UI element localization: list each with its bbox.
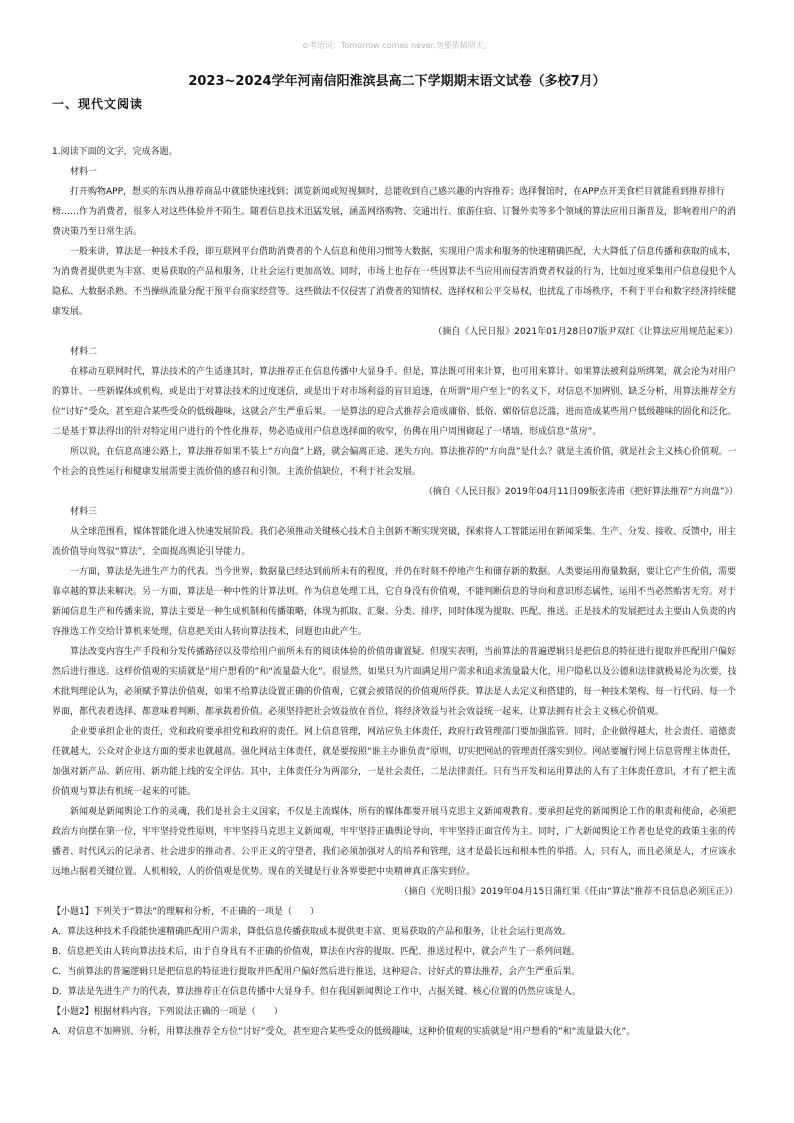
material-1-source: （摘自《人民日报》2021年01月28日07版尹双红《让算法应用规范起来》） bbox=[433, 327, 738, 337]
material-1-paragraph: 一般来讲，算法是一种技术手段，即互联网平台借助消费者的个人信息和使用习惯等大数据，实现用户需求和服务的快速精确匹配，大大降低了信息传播和获取的成本，为消费者提供更为丰富、更易获取的产品和服务，让社会运行更加高效。同时，市场上也存在一些因算法不当应用而侵害消费者权益的行为，比如过度采集用户信息侵犯个人隐私、大数据杀熟、不当操纵流量分配干预平台商家经营等。这些做法不仅侵害了消费者的知情权、选择权和公平交易权，也扰乱了市场秩序，不利于平台和数字经济持续健康发展。 bbox=[52, 247, 737, 317]
question-1-option-a: A．算法这种技术手段能快速精确匹配用户需求，降低信息传播获取成本提供更丰富、更易获取的产品和服务，让社会运行更高效。 bbox=[52, 927, 572, 937]
question-2-option-a: A．对信息不加辨别、分析，用算法推荐全方位“讨好”受众，甚至迎合某些受众的低级趣味，这种价值观的实质就是“用户想看的”和“流量最大化”。 bbox=[52, 1027, 636, 1037]
question-1-option-c: C．当前算法的普遍逻辑只是把信息的特征进行提取并匹配用户偏好然后进行推送，这种迎合、讨好式的算法推荐，会产生严重后果。 bbox=[52, 967, 581, 977]
material-2-source: （摘自《人民日报》2019年04月11日09版张涛甫《把好算法推荐“方向盘”》） bbox=[423, 487, 738, 497]
material-3-paragraph: 一方面，算法是先进生产力的代表。当今世界，数据量已经达到前所未有的程度，并仍在时刻不停地产生和储存新的数据。人类要运用海量数据，要让它产生价值，需要靠卓越的算法来解决。另一方面，算法是一种中性的计算法则。作为信息处理工具，它自身没有价值观，不能判断信息的导向和意识形态属性，运用不当必然贻害无穷。对于新闻信息生产和传播来说，算法主要是一种生成机制和传播策略，体现为抓取、汇聚、分类、排序，同时体现为提取、匹配、推送。正是技术的发展把过去主要由人负责的内容推选工作交给计算机来处理，信息把关由人转向算法技术，问题也由此产生。 bbox=[52, 567, 737, 637]
material-1-paragraph: 打开购物APP，想买的东西从推荐商品中就能快速找到；浏览新闻或短视频时，总能收到自己感兴趣的内容推荐；选择餐馆时，在APP点开美食栏目就能看到推荐排行榜……作为消费者，很多人对这些体验并不陌生。随着信息技术迅猛发展，涵盖网络购物、交通出行、旅游住宿、订餐外卖等多个领域的算法应用日渐普及，影响着用户的消费决策乃至日常生活。 bbox=[52, 187, 737, 237]
exam-title: 2023~2024学年河南信阳淮滨县高二下学期期末语文试卷（多校7月） bbox=[188, 74, 606, 89]
material-3-label: 材料三 bbox=[70, 507, 98, 517]
material-2-label: 材料二 bbox=[70, 347, 98, 357]
question-intro: 1.阅读下面的文字，完成各题。 bbox=[52, 147, 178, 157]
question-1-option-b: B．信息把关由人转向算法技术后，由于自身具有不正确的价值观，算法在内容的提取、匹配、推送过程中，就会产生了一系列问题。 bbox=[52, 947, 581, 957]
material-3-paragraph: 算法改变内容生产手段和分发传播路径以及带给用户前所未有的阅读体验的价值毋庸置疑。但现实表明，当前算法的普遍逻辑只是把信息的特征进行提取并匹配用户偏好然后进行推送。这样价值观的实质就是“用户想看的”和“流量最大化”。很显然，如果只为片面满足用户需求和追求流量最大化，用户隐私以及公德和法律就极易沦为次要，技术批判理论认为，必须赋予算法价值观，如果不给算法设置正确的价值观，它就会被错误的价值观所俘获。算法是人去定义和搭建的，每一种技术架构、每一行代码、每一个界面，都代表着选择、都意味着判断、都承载着价值。必须坚持把社会效益放在首位，将经济效益与社会效益统一起来，让算法拥有社会主义核心价值观。 bbox=[52, 647, 737, 717]
material-3-paragraph: 企业要承担企业的责任，党和政府要承担党和政府的责任。网上信息管理，网站应负主体责任，政府行政管理部门要加强监管。同时，企业做得越大，社会责任、道德责任就越大，公众对企业这方面的要求也就越高。强化网站主体责任，就是要按照“谁主办谁负责”原则，切实把网站的管理责任落实到位。网站要履行网上信息管理主体责任，加强对新产品、新应用、新功能上线的安全评估。其中，主体责任分为两部分，一是社会责任，二是法律责任。只有当开发和运用算法的人有了主体责任意识，才有了把主流价值观与算法有机统一起来的可能。 bbox=[52, 727, 737, 797]
watermark: ⊙考语词：Tomorrow comes never.勿要依稀明天。 bbox=[302, 41, 492, 50]
question-1-stem: 【小题1】下列关于“算法”的理解和分析，不正确的一项是（ ） bbox=[52, 907, 320, 917]
material-3-paragraph: 从全球范围看，媒体智能化进入快速发展阶段。我们必须推动关键核心技术自主创新不断实现突破，探索将人工智能运用在新闻采集、生产、分发、接收、反馈中，用主流价值导向驾驭“算法”，全面提高舆论引导能力。 bbox=[52, 527, 737, 557]
material-2-paragraph: 在移动互联网时代，算法技术的产生适逢其时，算法推荐正在信息传播中大显身手。但是，算法既可用来计算，也可用来算计。如果算法被利益所绑架，就会沦为对用户的算计。一些新媒体或机构，或是出于对算法技术的过度迷信，或是出于对市场利益的盲目追逐，在所谓“用户至上”的名义下，对信息不加辨别、缺乏分析，用算法推荐全方位“讨好”受众，甚至迎合某些受众的低级趣味，这就会产生严重后果。一是算法的迎合式推荐会造成庸俗、低俗、媚俗信息泛滥，进而造成某些用户低级趣味的固化和泛化。二是基于算法得出的针对特定用户进行的个性化推荐，势必造成用户信息选择面的收窄，仿佛在用户周围砌起了一堵墙，形成信息“茧房”。 bbox=[52, 367, 737, 437]
material-3-source: （摘自《光明日报》2019年04月15日蒲红果《任由“算法”推荐不良信息必须匡正》） bbox=[399, 887, 738, 897]
question-1-option-d: D．算法是先进生产力的代表，算法推荐正在信息传播中大显身手。但在我国新闻舆论工作中，占据关键、核心位置的仍然应该是人。 bbox=[52, 987, 581, 997]
section-heading: 一、现代文阅读 bbox=[52, 97, 144, 111]
material-3-paragraph: 新闻观是新闻舆论工作的灵魂，我们是社会主义国家，不仅是主流媒体，所有的媒体都要开展马克思主义新闻观教育。要承担起党的新闻舆论工作的职责和使命，必须把政治方向摆在第一位，牢牢坚持党性原则，牢牢坚持马克思主义新闻观，牢牢坚持正确舆论导向，牢牢坚持正面宣传为主。同时，广大新闻舆论工作者也是党的政策主张的传播者、时代风云的记录者、社会进步的推动者、公平正义的守望者，我们必须加强对人的培养和管理，这才是最长远和根本性的举措。人，只有人，而且必须是人，才应该永远地占据着关键位置。人机相较，人的价值观是优势。现在的关键是行业各界要把中央精神真正落实到位。 bbox=[52, 807, 737, 877]
material-2-paragraph: 所以说，在信息高速公路上，算法推荐如果不装上“方向盘”上路，就会偏离正途、迷失方向。算法推荐的“方向盘”是什么？就是主流价值，就是社会主义核心价值观。一个社会的良性运行和健康发展需要主流价值的感召和引领。主流价值缺位，不利于社会发展。 bbox=[52, 447, 737, 477]
material-1-label: 材料一 bbox=[70, 167, 98, 177]
question-2-stem: 【小题2】根据材料内容，下列说法正确的一项是（ ） bbox=[52, 1007, 283, 1017]
reading-content bbox=[52, 142, 744, 1042]
